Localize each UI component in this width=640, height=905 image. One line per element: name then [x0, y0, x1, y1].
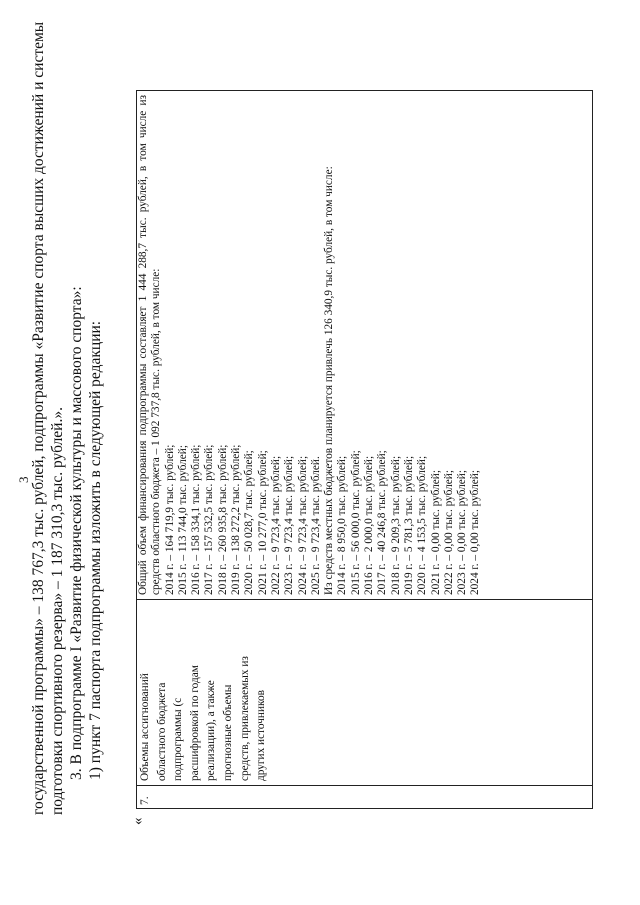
- year-amount-line: 2015 г. – 113 744,0 тыс. рублей;: [176, 445, 189, 595]
- label-line: областного бюджета: [155, 682, 168, 781]
- year-amount-line: 2021 г. – 0,00 тыс. рублей;: [429, 470, 442, 595]
- year-amount-line: 2017 г. – 40 246,8 тыс. рублей;: [376, 450, 389, 595]
- label-line: расшифровкой по годам: [188, 665, 201, 781]
- label-line: Объемы ассигнований: [139, 673, 151, 781]
- year-amount-line: 2015 г. – 56 000,0 тыс. рублей;: [349, 450, 362, 595]
- regional-budget-line: средств областного бюджета – 1 092 737,8 тыс. рублей, в том числе:: [150, 268, 163, 595]
- year-amount-line: 2025 г. – 9 723,4 тыс. рублей.: [309, 456, 322, 595]
- paragraph-item-instruction: 1) пункт 7 паспорта подпрограммы изложить в следующей редакции:: [87, 320, 104, 780]
- year-amount-line: 2020 г. – 4 153,5 тыс. рублей;: [416, 455, 429, 595]
- year-amount-line: 2018 г. – 260 935,8 тыс. рублей;: [216, 444, 229, 595]
- paragraph-subprogram-heading: 3. В подпрограмме I «Развитие физической культуры и массового спорта»:: [68, 286, 85, 780]
- label-cell: [137, 600, 593, 786]
- total-financing-line: Общий объем финансирования подпрограммы составляет 1 444 288,7 тыс. рублей, в том числе из: [137, 95, 149, 595]
- local-budget-line: Из средств местных бюджетов планируется привлечь 126 340,9 тыс. рублей, в том числе:: [323, 166, 336, 595]
- label-line: прогнозные объемы: [221, 684, 234, 781]
- year-amount-line: 2022 г. – 0,00 тыс. рублей;: [442, 470, 455, 595]
- year-amount-line: 2019 г. – 5 781,3 тыс. рублей;: [402, 455, 415, 595]
- year-amount-line: 2014 г. – 8 950,0 тыс. рублей;: [336, 455, 349, 595]
- paragraph-line-2: подготовки спортивного резерва» – 1 187 310,3 тыс. рублей.».: [49, 407, 66, 815]
- year-amount-line: 2017 г. – 157 532,5 тыс. рублей;: [203, 444, 216, 595]
- paragraph-line-1: государственной программы» – 138 767,3 тыс. рублей, подпрограммы «Развитие спорта высших достижений и системы: [30, 21, 47, 815]
- year-amount-line: 2016 г. – 158 334,1 тыс. рублей;: [190, 444, 203, 595]
- row-number: 7.: [139, 796, 151, 805]
- year-amount-line: 2024 г. – 0,00 тыс. рублей;: [469, 470, 482, 595]
- row-number-cell: [137, 786, 593, 809]
- opening-quote-mark: «: [130, 817, 146, 825]
- year-amount-line: 2023 г. – 9 723,4 тыс. рублей;: [283, 455, 296, 595]
- page-number: 3: [16, 476, 31, 483]
- content-cell: [137, 91, 593, 600]
- year-amount-line: 2019 г. – 138 272,2 тыс. рублей;: [230, 444, 243, 595]
- label-line: реализации), а также: [205, 680, 218, 781]
- year-amount-line: 2023 г. – 0,00 тыс. рублей;: [456, 470, 469, 595]
- label-line: подпрограммы (с: [172, 697, 185, 781]
- year-amount-line: 2018 г. – 9 209,3 тыс. рублей;: [389, 455, 402, 595]
- label-line: средств, привлекаемых из: [238, 656, 251, 781]
- year-amount-line: 2016 г. – 2 000,0 тыс. рублей;: [363, 455, 376, 595]
- year-amount-line: 2022 г. – 9 723,4 тыс. рублей;: [269, 455, 282, 595]
- label-line: других источников: [255, 690, 268, 781]
- passport-table: [136, 90, 593, 809]
- year-amount-line: 2021 г. – 10 277,0 тыс. рублей;: [256, 450, 269, 595]
- year-amount-line: 2024 г. – 9 723,4 тыс. рублей;: [296, 455, 309, 595]
- year-amount-line: 2014 г. – 164 719,9 тыс. рублей;: [163, 444, 176, 595]
- year-amount-line: 2020 г. – 50 028,7 тыс. рублей;: [243, 450, 256, 595]
- table-row: [137, 91, 593, 809]
